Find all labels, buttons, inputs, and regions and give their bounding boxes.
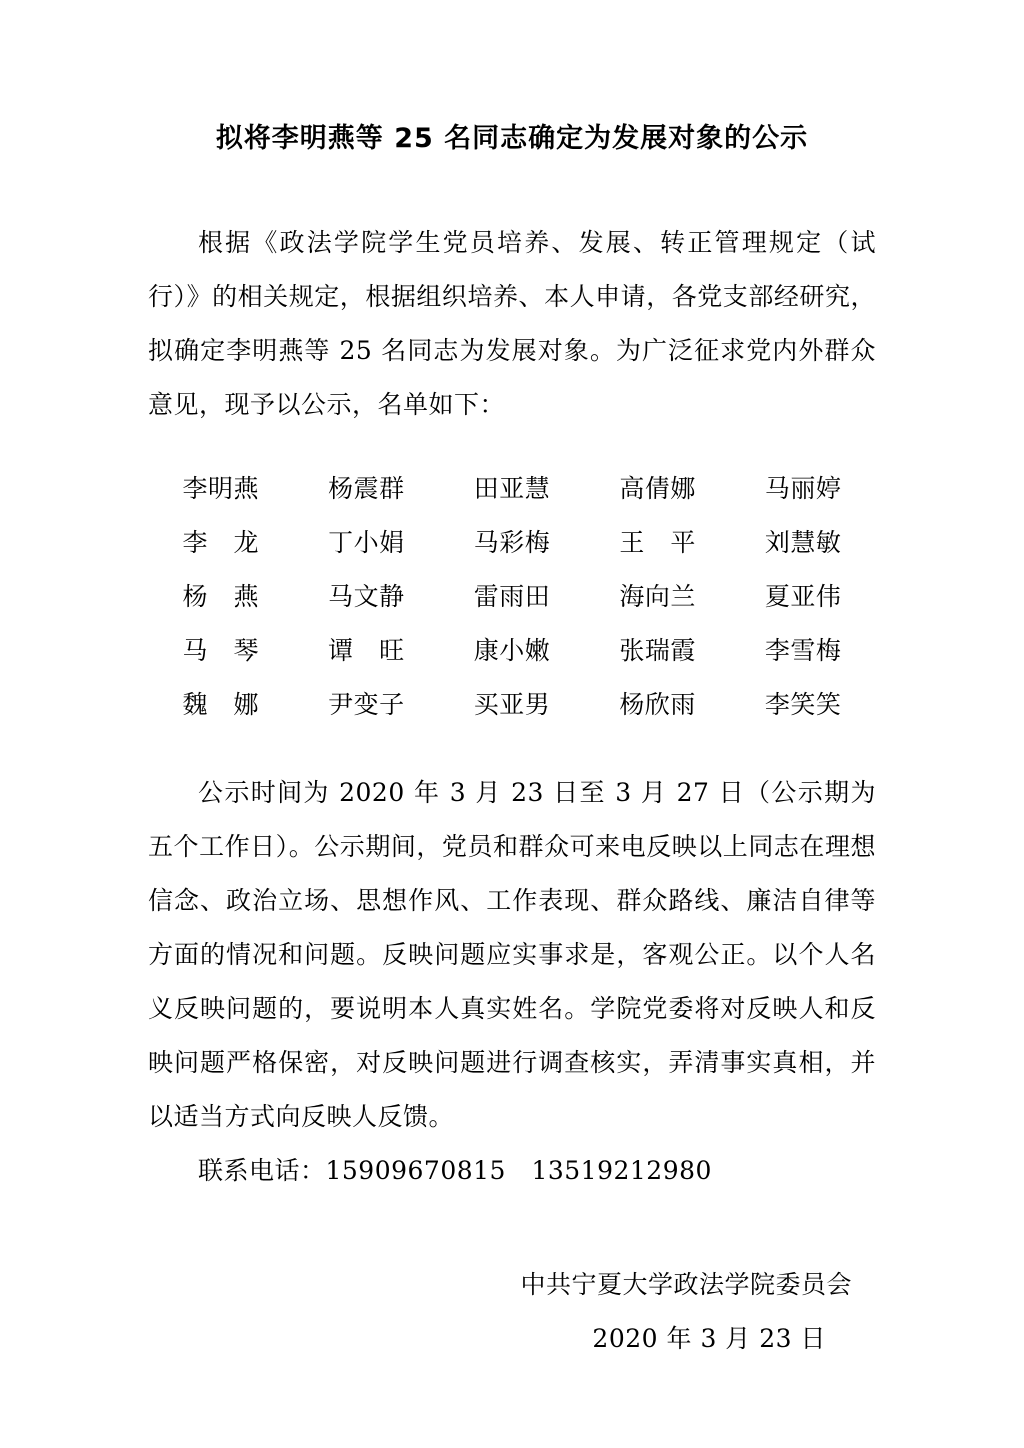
name-cell: 康小嫩 bbox=[473, 635, 551, 665]
table-row bbox=[148, 516, 876, 570]
name-cell: 马丽婷 bbox=[764, 473, 842, 503]
name-cell: 李笑笑 bbox=[764, 689, 842, 719]
name-cell: 雷雨田 bbox=[473, 581, 551, 611]
paragraph-notice-period: 公示时间为 2020 年 3 月 23 日至 3 月 27 日（公示期为五个工作日）。公示期间，党员和群众可来电反映以上同志在理想信念、政治立场、思想作风、工作表现、群众路线、廉洁自律等方面的情况和问题。反映问题应实事求是，客观公正。以个人名义反映问题的，要说明本人真实姓名。学院党委将对反映人和反映问题严格保密，对反映问题进行调查核实，弄清事实真相，并以适当方式向反映人反馈。 bbox=[148, 777, 876, 1131]
name-cell: 马彩梅 bbox=[473, 527, 551, 557]
signature-organization: 中共宁夏大学政法学院委员会 bbox=[520, 1269, 852, 1299]
name-cell: 李 龙 bbox=[182, 527, 260, 557]
name-cell: 杨欣雨 bbox=[619, 689, 696, 719]
name-cell: 王 平 bbox=[619, 527, 696, 557]
contact-phone-line: 联系电话：15909670815 13519212980 bbox=[198, 1155, 712, 1185]
signature-date: 2020 年 3 月 23 日 bbox=[592, 1323, 826, 1353]
name-cell: 高倩娜 bbox=[619, 473, 696, 503]
name-cell: 魏 娜 bbox=[182, 689, 260, 719]
name-cell: 丁小娟 bbox=[328, 527, 405, 557]
name-cell: 海向兰 bbox=[619, 581, 696, 611]
name-cell: 田亚慧 bbox=[473, 473, 551, 503]
table-row bbox=[148, 570, 876, 624]
name-cell: 杨震群 bbox=[328, 473, 405, 503]
table-row bbox=[148, 462, 876, 516]
name-cell: 杨 燕 bbox=[182, 581, 260, 611]
name-cell: 刘慧敏 bbox=[764, 527, 842, 557]
page-title: 拟将李明燕等 25 名同志确定为发展对象的公示 bbox=[215, 123, 809, 154]
name-cell: 李明燕 bbox=[182, 473, 260, 503]
name-cell: 买亚男 bbox=[473, 689, 551, 719]
name-list-table bbox=[148, 462, 876, 732]
table-row bbox=[148, 624, 876, 678]
name-cell: 尹变子 bbox=[328, 689, 405, 719]
signature-block bbox=[148, 1258, 876, 1366]
name-cell: 夏亚伟 bbox=[764, 581, 842, 611]
table-row bbox=[148, 678, 876, 732]
name-cell: 马 琴 bbox=[182, 635, 260, 665]
name-cell: 马文静 bbox=[328, 581, 405, 611]
name-cell: 张瑞霞 bbox=[619, 635, 696, 665]
paragraph-intro: 根据《政法学院学生党员培养、发展、转正管理规定（试行）》的相关规定，根据组织培养、本人申请，各党支部经研究，拟确定李明燕等 25 名同志为发展对象。为广泛征求党内外群众意见，现予以公示，名单如下： bbox=[148, 227, 876, 419]
name-cell: 李雪梅 bbox=[764, 635, 842, 665]
name-cell: 谭 旺 bbox=[328, 635, 405, 665]
